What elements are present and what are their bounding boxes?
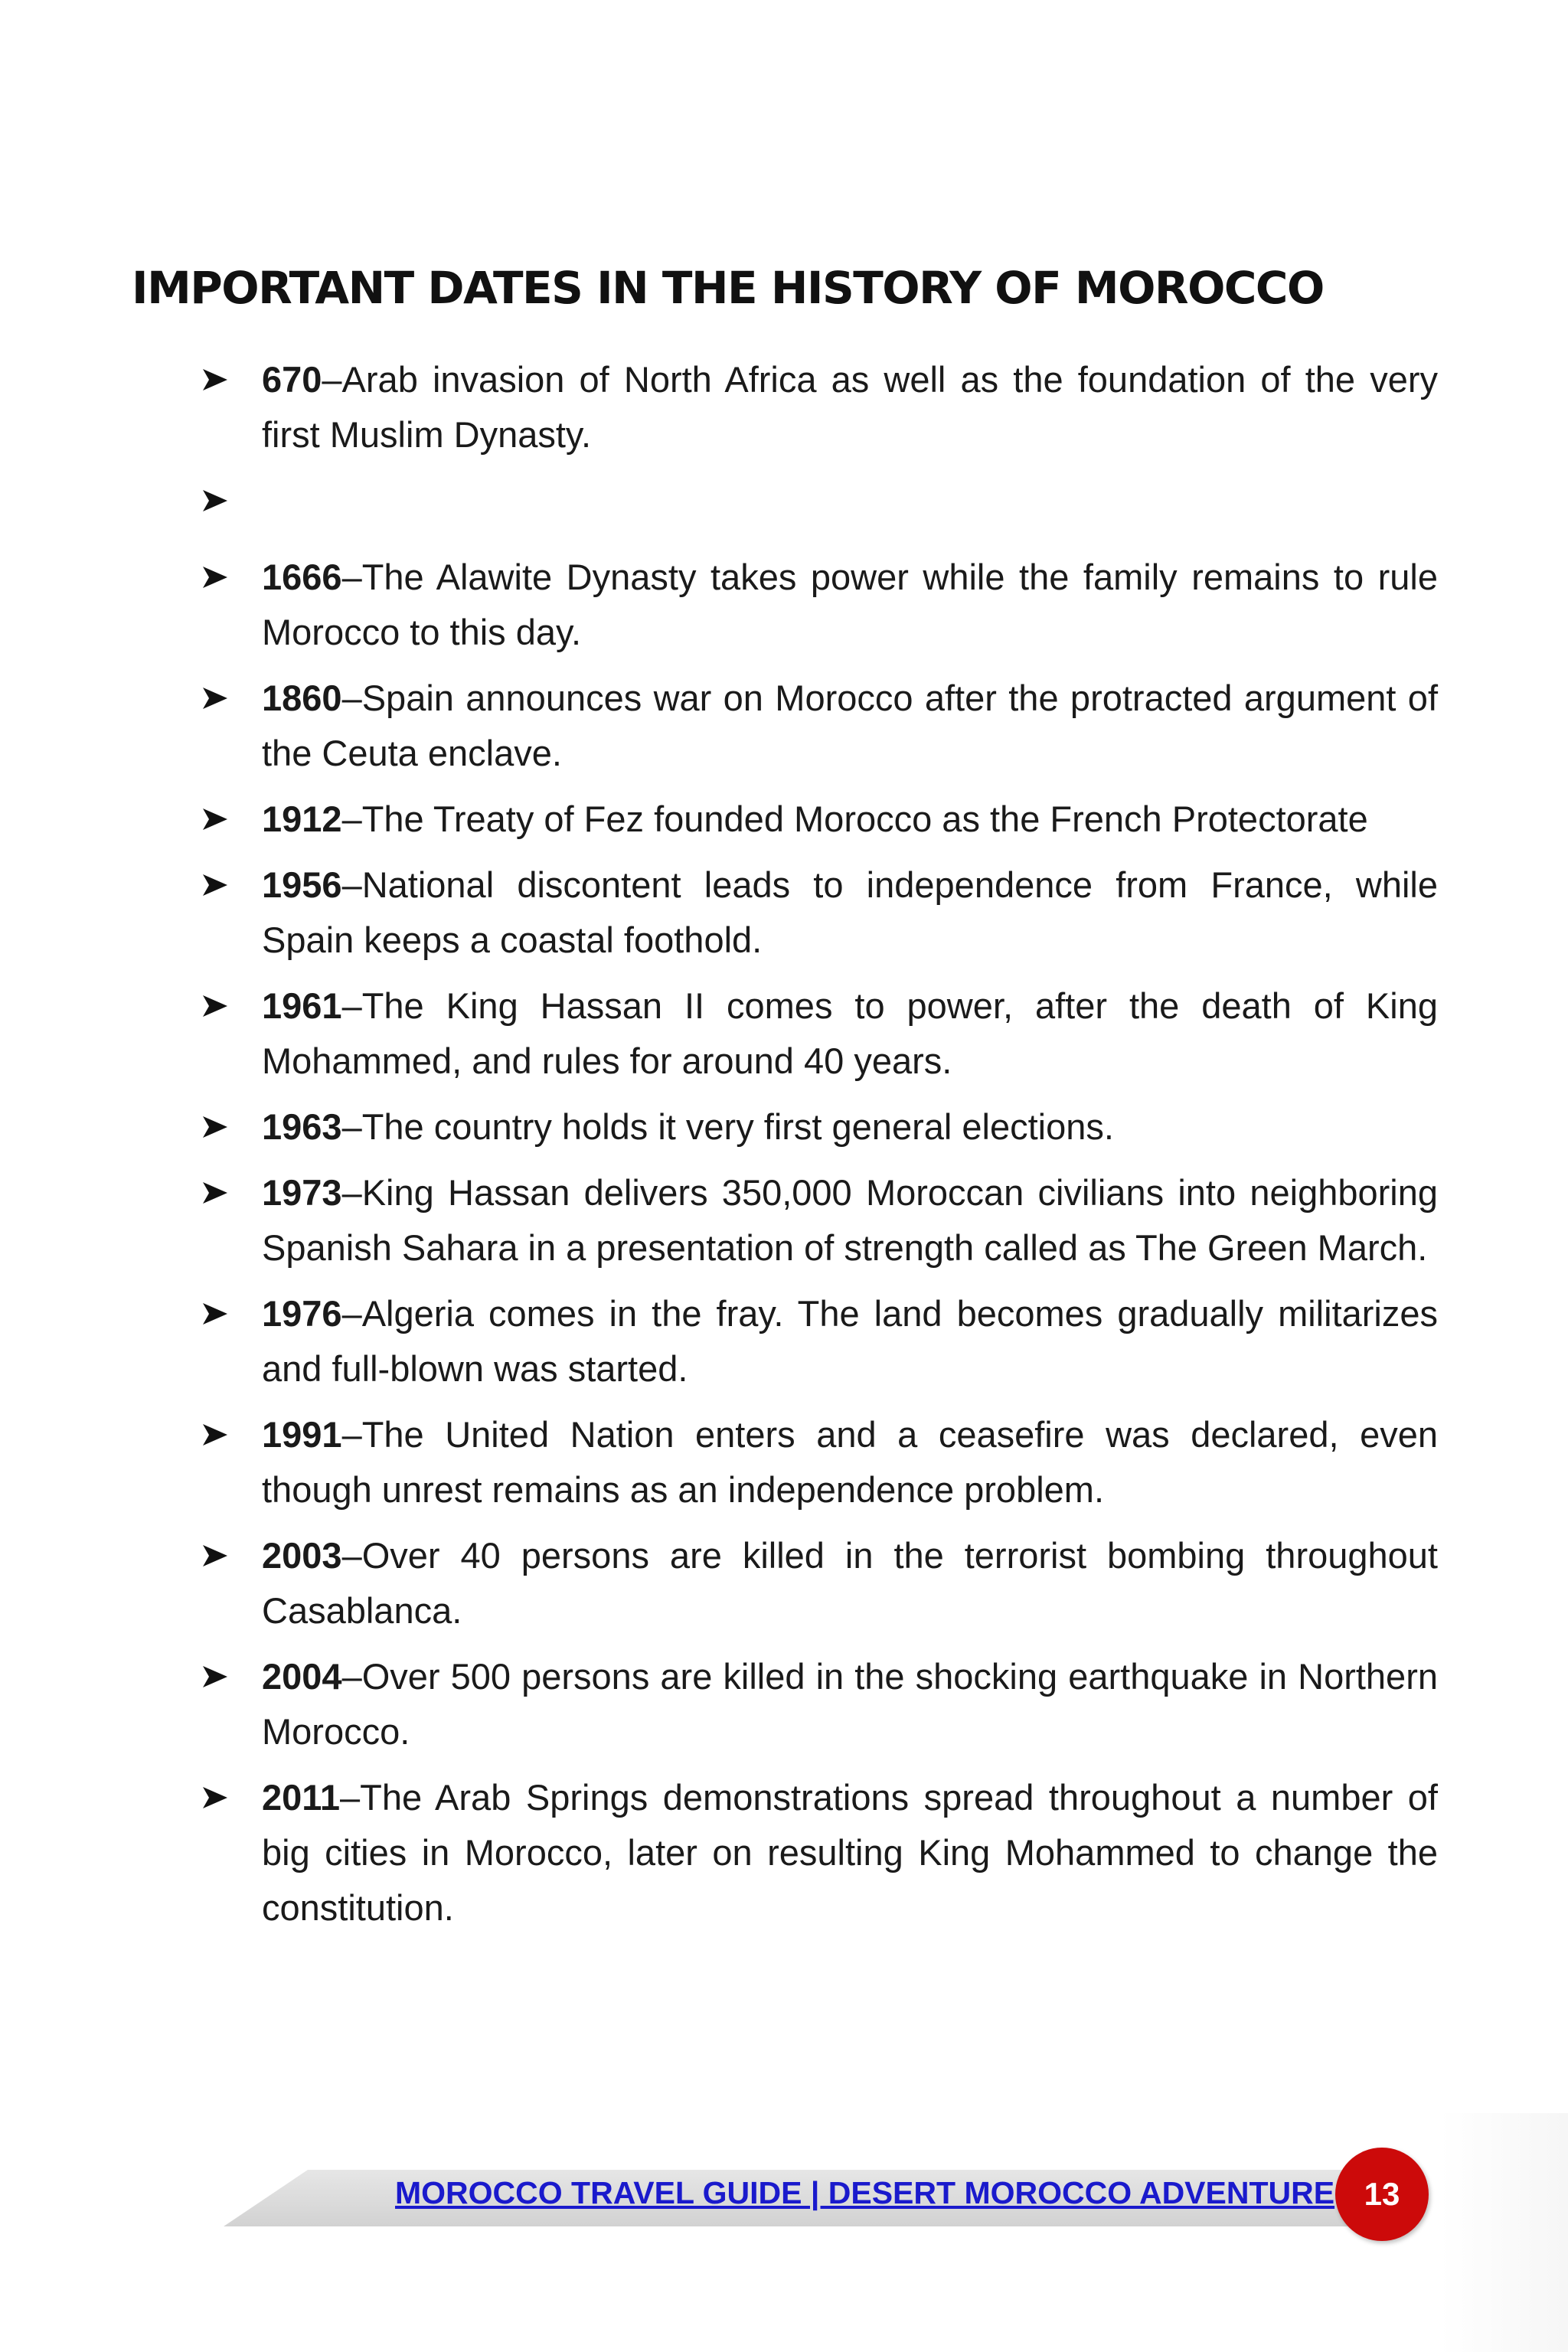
entry-year: 2004 (262, 1656, 342, 1697)
entry-text: –The United Nation enters and a ceasefire was declared, even though unrest remains as an independence problem. (262, 1414, 1438, 1510)
page-edge-shadow (1439, 2113, 1568, 2352)
timeline-entry-1973 (201, 1165, 1438, 1276)
entry-year: 1991 (262, 1414, 342, 1455)
entry-text: –The King Hassan II comes to power, after the death of King Mohammed, and rules for around 40 years. (262, 985, 1438, 1081)
timeline-entry-1912 (201, 792, 1438, 847)
entry-text: –The Arab Springs demonstrations spread throughout a number of big cities in Morocco, later on resulting King Mohammed to change the constitution. (262, 1777, 1438, 1928)
page-number: 13 (1364, 2176, 1400, 2212)
arrowhead-bullet-icon (201, 1099, 231, 1155)
timeline-entry-670 (201, 352, 1438, 462)
entry-year: 1963 (262, 1106, 342, 1147)
timeline-entry-empty (201, 473, 1438, 528)
entry-text: –National discontent leads to independence from France, while Spain keeps a coastal foothold. (262, 864, 1438, 960)
page-heading: IMPORTANT DATES IN THE HISTORY OF MOROCCO (132, 262, 1324, 314)
arrowhead-bullet-icon (201, 1528, 231, 1583)
arrowhead-bullet-icon (201, 1286, 231, 1341)
arrowhead-bullet-icon (201, 352, 231, 407)
arrowhead-bullet-icon (201, 858, 231, 913)
arrowhead-bullet-icon (201, 1165, 231, 1220)
arrowhead-bullet-icon (201, 473, 231, 528)
entry-year: 1860 (262, 678, 342, 718)
entry-text: –Algeria comes in the fray. The land becomes gradually militarizes and full-blown was started. (262, 1293, 1438, 1389)
arrowhead-bullet-icon (201, 1770, 231, 1825)
timeline-entry-1976 (201, 1286, 1438, 1396)
entry-year: 1976 (262, 1293, 342, 1334)
entry-year: 2011 (262, 1777, 340, 1818)
timeline-entry-1956 (201, 858, 1438, 968)
timeline-entry-1991 (201, 1407, 1438, 1517)
page-number-badge (1335, 2148, 1429, 2241)
entry-text: –The Alawite Dynasty takes power while the family remains to rule Morocco to this day. (262, 557, 1438, 652)
entry-year: 1961 (262, 985, 342, 1026)
entry-year: 1956 (262, 864, 342, 905)
timeline-entry-2004 (201, 1649, 1438, 1759)
entry-year: 2003 (262, 1535, 342, 1576)
timeline-entry-1666 (201, 550, 1438, 660)
entry-year: 1912 (262, 799, 342, 839)
timeline-entry-2011 (201, 1770, 1438, 1936)
entry-year: 1973 (262, 1172, 342, 1213)
arrowhead-bullet-icon (201, 1407, 231, 1462)
entry-text: –The Treaty of Fez founded Morocco as the French Protectorate (341, 799, 1368, 839)
timeline-entry-2003 (201, 1528, 1438, 1638)
timeline-entry-1961 (201, 978, 1438, 1089)
arrowhead-bullet-icon (201, 792, 231, 847)
arrowhead-bullet-icon (201, 550, 231, 605)
entry-year: 1666 (262, 557, 342, 597)
timeline-entry-1860 (201, 671, 1438, 781)
entry-year: 670 (262, 359, 322, 400)
entry-text: –Over 40 persons are killed in the terrorist bombing throughout Casablanca. (262, 1535, 1438, 1631)
entry-text: –Over 500 persons are killed in the shocking earthquake in Northern Morocco. (262, 1656, 1438, 1752)
entry-text: –Spain announces war on Morocco after the protracted argument of the Ceuta enclave. (262, 678, 1438, 773)
timeline-entry-1963 (201, 1099, 1438, 1155)
arrowhead-bullet-icon (201, 671, 231, 726)
entry-text: –King Hassan delivers 350,000 Moroccan civilians into neighboring Spanish Sahara in a presentation of strength called as The Green March. (262, 1172, 1438, 1268)
history-timeline (201, 352, 1438, 1946)
arrowhead-bullet-icon (201, 978, 231, 1034)
arrowhead-bullet-icon (201, 1649, 231, 1704)
entry-text: –Arab invasion of North Africa as well as the foundation of the very first Muslim Dynasty. (262, 359, 1438, 455)
footer-guide-link[interactable]: MOROCCO TRAVEL GUIDE | DESERT MOROCCO ADVENTURE (395, 2175, 1335, 2210)
entry-text: –The country holds it very first general elections. (341, 1106, 1114, 1147)
